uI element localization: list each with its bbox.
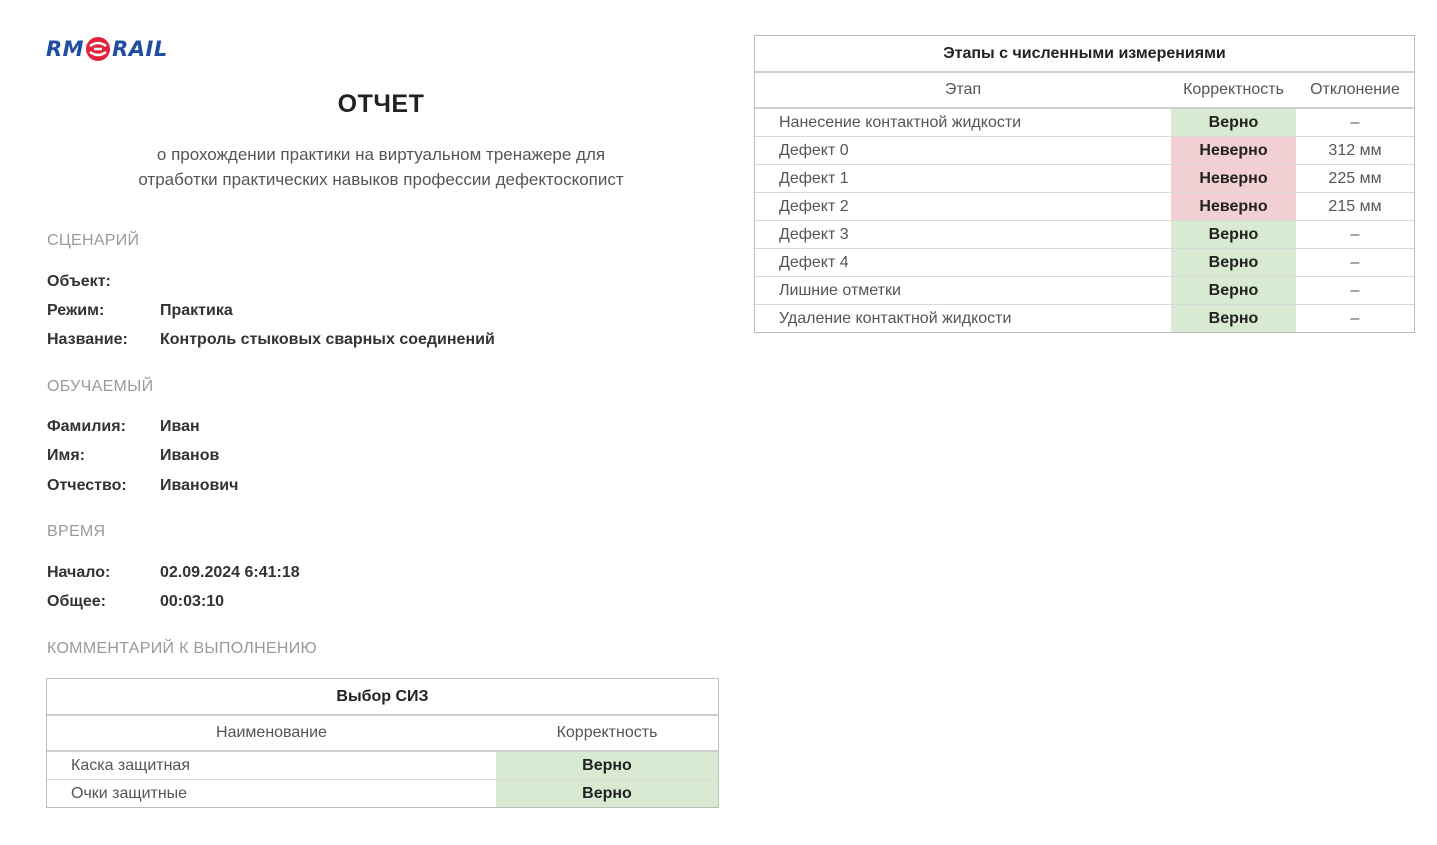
mode-value: Практика <box>160 302 233 319</box>
scenario-heading: СЦЕНАРИЙ <box>47 232 140 249</box>
firstname-value: Иванов <box>160 447 220 464</box>
object-label: Объект: <box>47 273 111 290</box>
stages-table-body <box>755 108 1414 332</box>
stages-col-deviation: Отклонение <box>1296 72 1414 108</box>
table-row <box>755 249 1414 277</box>
ppe-col-name: Наименование <box>47 715 496 751</box>
stages-table-caption: Этапы с численными измерениями <box>755 36 1414 72</box>
logo-text-right: RAIL <box>112 37 168 61</box>
ppe-item-name: Каска защитная <box>47 751 496 780</box>
object-field <box>47 273 160 291</box>
patronymic-value: Иванович <box>160 477 239 494</box>
status-cell: Неверно <box>1171 165 1296 193</box>
report-title: ОТЧЕТ <box>337 90 425 118</box>
stage-name: Дефект 2 <box>755 193 1171 221</box>
total-value: 00:03:10 <box>160 593 225 610</box>
ppe-table-caption: Выбор СИЗ <box>47 679 718 715</box>
status-cell: Верно <box>1171 249 1296 277</box>
mode-label: Режим: <box>47 302 105 319</box>
status-cell: Верно <box>496 751 718 780</box>
mode-field <box>47 302 233 320</box>
deviation-cell: – <box>1296 249 1414 277</box>
ppe-table <box>46 678 719 808</box>
table-row <box>755 165 1414 193</box>
logo-text-left: RM <box>46 37 85 61</box>
ppe-col-correct: Корректность <box>496 715 718 751</box>
patronymic-label: Отчество: <box>47 477 127 494</box>
surname-field <box>47 418 200 436</box>
surname-value: Иван <box>160 418 200 435</box>
subtitle-line-1: о прохождении практики на виртуальном тренажере для <box>156 145 606 164</box>
table-row <box>47 780 718 808</box>
table-row <box>755 277 1414 305</box>
status-cell: Верно <box>1171 305 1296 333</box>
stages-col-correct: Корректность <box>1171 72 1296 108</box>
table-row <box>755 305 1414 333</box>
stages-table <box>754 35 1415 333</box>
time-heading: ВРЕМЯ <box>47 523 106 540</box>
stage-name: Дефект 4 <box>755 249 1171 277</box>
ppe-table-body <box>47 751 718 807</box>
status-cell: Верно <box>1171 221 1296 249</box>
report-subtitle <box>46 142 716 192</box>
table-row <box>755 108 1414 137</box>
subtitle-line-2: отработки практических навыков профессии дефектоскопист <box>138 170 624 189</box>
deviation-cell: 312 мм <box>1296 137 1414 165</box>
scenario-name-label: Название: <box>47 331 128 348</box>
surname-label: Фамилия: <box>47 418 126 435</box>
status-cell: Верно <box>496 780 718 808</box>
ppe-item-name: Очки защитные <box>71 784 188 802</box>
status-cell: Верно <box>1171 277 1296 305</box>
stage-name: Лишние отметки <box>755 277 1171 305</box>
trainee-heading: ОБУЧАЕМЫЙ <box>47 378 154 395</box>
deviation-cell: – <box>1296 221 1414 249</box>
deviation-cell: 215 мм <box>1296 193 1414 221</box>
deviation-cell: – <box>1296 108 1414 137</box>
start-label: Начало: <box>47 564 111 581</box>
total-label: Общее: <box>47 593 106 610</box>
company-logo <box>46 34 168 64</box>
scenario-name-value: Контроль стыковых сварных соединений <box>160 331 495 348</box>
stage-name: Удаление контактной жидкости <box>779 309 1012 327</box>
stage-name: Нанесение контактной жидкости <box>755 108 1171 137</box>
stage-name: Дефект 0 <box>755 137 1171 165</box>
table-row <box>755 221 1414 249</box>
deviation-cell: – <box>1296 277 1414 305</box>
comment-heading: КОММЕНТАРИЙ К ВЫПОЛНЕНИЮ <box>47 640 318 657</box>
stage-name: Дефект 3 <box>755 221 1171 249</box>
deviation-cell: 225 мм <box>1296 165 1414 193</box>
scenario-name-field <box>47 331 495 349</box>
status-cell: Неверно <box>1171 193 1296 221</box>
table-row <box>47 751 718 780</box>
start-field <box>47 564 300 582</box>
stage-name: Дефект 1 <box>755 165 1171 193</box>
stages-col-stage: Этап <box>755 72 1171 108</box>
logo-emblem-icon <box>85 36 111 62</box>
status-cell: Верно <box>1171 108 1296 137</box>
start-value: 02.09.2024 6:41:18 <box>160 564 300 581</box>
firstname-field <box>47 447 219 465</box>
patronymic-field <box>47 477 238 495</box>
deviation-cell: – <box>1350 309 1360 327</box>
firstname-label: Имя: <box>47 447 85 464</box>
status-cell: Неверно <box>1171 137 1296 165</box>
table-row <box>755 193 1414 221</box>
table-row <box>755 137 1414 165</box>
total-field <box>47 593 224 611</box>
